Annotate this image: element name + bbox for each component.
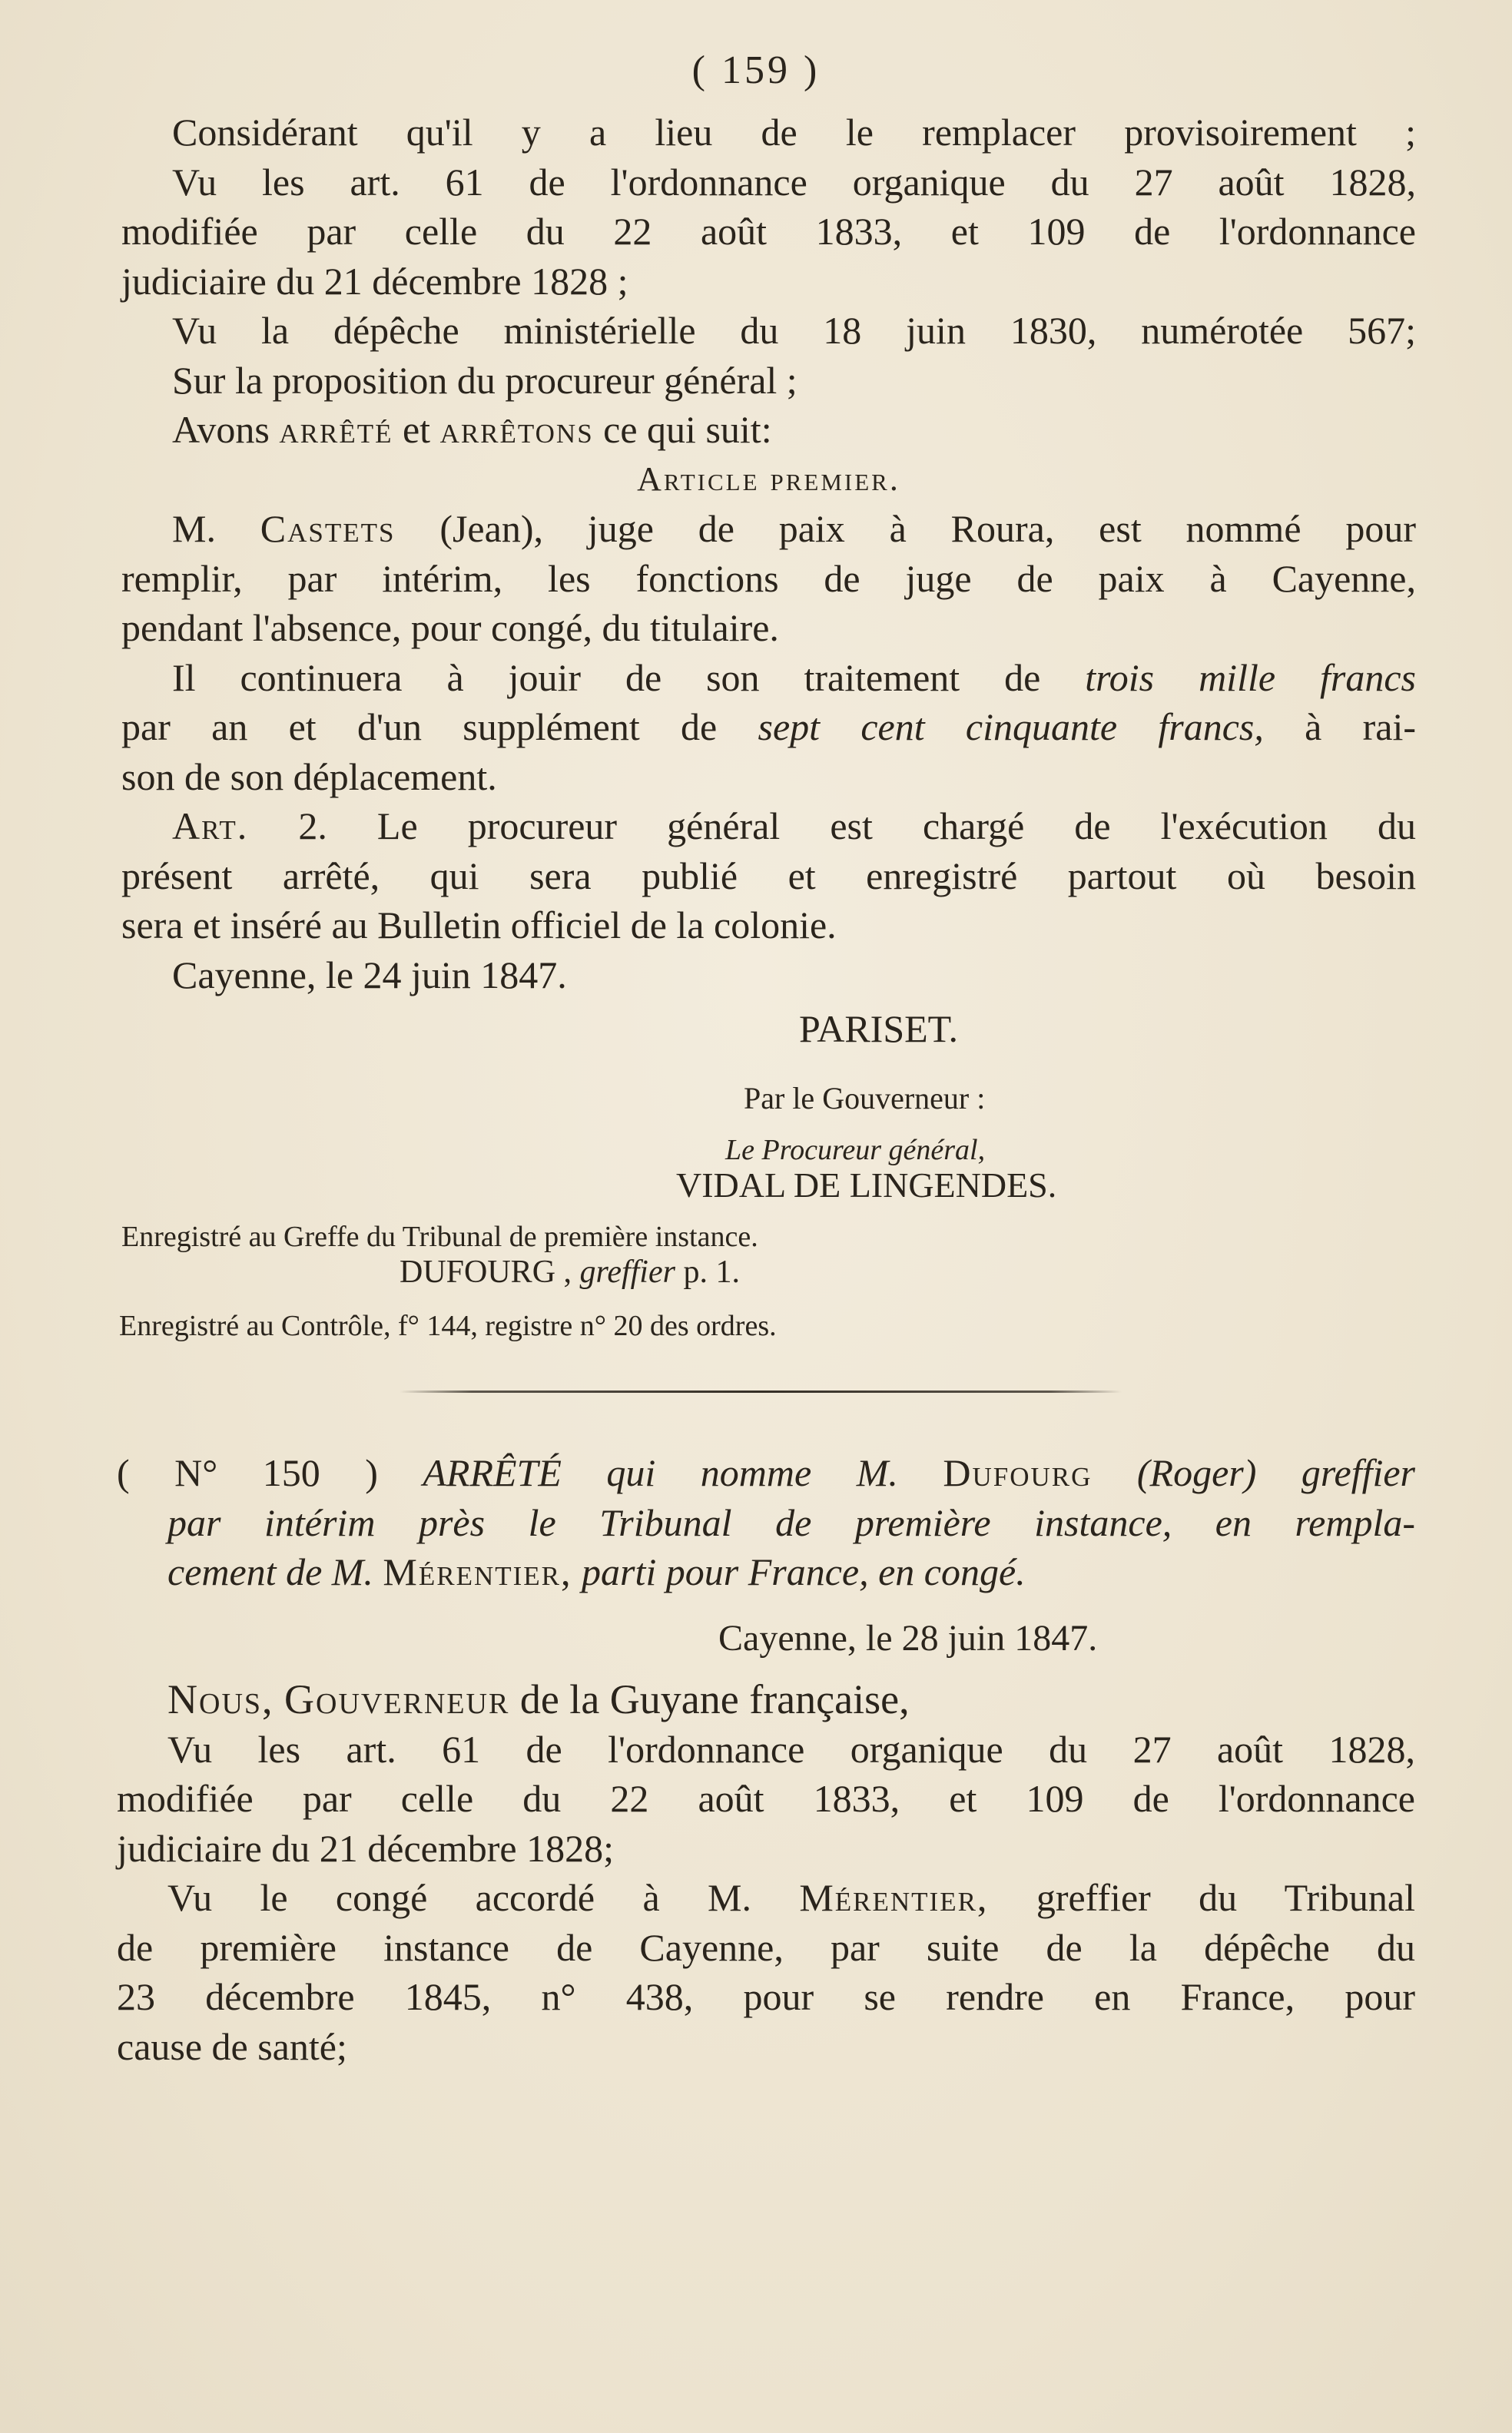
title-text: parti pour France, en congé.	[582, 1550, 1026, 1593]
procureur-name: VIDAL DE LINGENDES.	[676, 1165, 1057, 1205]
nous-word: Nous,	[167, 1676, 274, 1722]
art2-line	[121, 801, 1416, 851]
et-word: et	[402, 408, 431, 451]
salary-text: Il continuera à jouir de son traitement de	[172, 655, 1041, 699]
conge-text: greffier du Tribunal	[1036, 1876, 1416, 1919]
controle-registration: Enregistré au Contrôle, f° 144, registre n° 20 des ordres.	[119, 1310, 777, 1342]
conge-text: Vu le congé accordé à M.	[167, 1876, 751, 1919]
title-text: qui nomme M.	[606, 1451, 898, 1494]
conge-line	[117, 1873, 1415, 1923]
arrete-title: ARRÊTÉ	[423, 1451, 562, 1494]
text-line: judiciaire du 21 décembre 1828;	[117, 1826, 614, 1870]
art2-text: 2. Le procureur général est chargé de l'exécution du	[298, 804, 1417, 847]
text-line: 23 décembre 1845, n° 438, pour se rendre en France, pour	[117, 1975, 1415, 2018]
castets-name: Castets	[260, 507, 396, 550]
decree-2-title	[117, 1448, 1415, 1597]
title-line-3	[117, 1547, 1415, 1597]
merentier-name: Mérentier,	[799, 1876, 989, 1919]
text-line: Vu les art. 61 de l'ordonnance organique du 27 août 1828,	[172, 160, 1416, 204]
text-line: Considérant qu'il y a lieu de le remplacer provisoirement ;	[172, 111, 1416, 154]
text-line: judiciaire du 21 décembre 1828 ;	[121, 259, 628, 303]
date-line: Cayenne, le 24 juin 1847.	[172, 953, 567, 996]
merentier-name: Mérentier,	[383, 1550, 572, 1593]
text-line: présent arrêté, qui sera publié et enregistré partout où besoin	[121, 854, 1416, 897]
supplement-amount: sept cent cinquante francs,	[758, 705, 1264, 748]
salary-amount: trois mille francs	[1085, 655, 1416, 699]
greffier-title: greffier	[579, 1255, 675, 1290]
salary-text: par an et d'un supplément de	[121, 705, 718, 748]
salary-text: à rai-	[1305, 705, 1416, 748]
art-label: Art.	[172, 804, 249, 847]
decree-2-date: Cayenne, le 28 juin 1847.	[718, 1618, 1098, 1659]
par-gouverneur: Par le Gouverneur :	[744, 1081, 986, 1115]
page-number: ( 159 )	[691, 48, 821, 92]
title-line-2: par intérim près le Tribunal de première instance, en rempla-	[167, 1500, 1415, 1544]
m-abbr: M.	[172, 507, 216, 550]
greffier-name: DUFOURG ,	[400, 1255, 572, 1290]
castets-line	[121, 504, 1416, 554]
castets-rest: (Jean), juge de paix à Roura, est nommé pour	[439, 507, 1416, 550]
title-text: (Roger) greffier	[1136, 1451, 1416, 1494]
arretons-word: arrêtons	[439, 408, 594, 451]
procureur-title: Le Procureur général,	[725, 1134, 986, 1166]
arrete-word: arrêté	[279, 408, 393, 451]
guyane-text: de la Guyane française,	[519, 1676, 910, 1722]
dufourg-name: Dufourg	[943, 1451, 1093, 1494]
article-heading: Article premier.	[637, 459, 900, 498]
text-line: sera et inséré au Bulletin officiel de la colonie.	[121, 903, 837, 946]
nous-line	[117, 1675, 1415, 1725]
salary-line	[121, 653, 1416, 703]
title-text: cement de M.	[167, 1550, 373, 1593]
title-line-1	[117, 1448, 1415, 1498]
avons-line	[121, 405, 1416, 455]
greffe-registration: Enregistré au Greffe du Tribunal de première instance.	[121, 1221, 758, 1253]
text-line: de première instance de Cayenne, par suite de la dépêche du	[117, 1925, 1415, 1969]
greffier-page: p. 1.	[683, 1255, 740, 1290]
text-line: modifiée par celle du 22 août 1833, et 109 de l'ordonnance	[117, 1777, 1415, 1820]
section-divider	[400, 1391, 1122, 1393]
text-line: Vu la dépêche ministérielle du 18 juin 1830, numérotée 567;	[172, 309, 1416, 352]
avons-word: Avons	[172, 408, 270, 451]
suffix-text: ce qui suit:	[603, 408, 772, 451]
signature-pariset: PARISET.	[799, 1007, 959, 1050]
text-line: cause de santé;	[117, 2024, 347, 2068]
greffier-signature	[400, 1254, 740, 1291]
decree-2-body	[117, 1675, 1415, 2071]
text-line: Vu les art. 61 de l'ordonnance organique du 27 août 1828,	[167, 1727, 1415, 1771]
text-line: Sur la proposition du procureur général ;	[172, 358, 797, 402]
decree-body	[121, 108, 1416, 999]
text-line: pendant l'absence, pour congé, du titulaire.	[121, 606, 779, 649]
salary-line-2	[121, 702, 1416, 752]
text-line: modifiée par celle du 22 août 1833, et 109 de l'ordonnance	[121, 210, 1416, 253]
gouverneur-word: Gouverneur	[284, 1676, 510, 1722]
decree-number: ( N° 150 )	[117, 1451, 378, 1494]
text-line: son de son déplacement.	[121, 754, 497, 798]
text-line: remplir, par intérim, les fonctions de juge de paix à Cayenne,	[121, 556, 1416, 600]
